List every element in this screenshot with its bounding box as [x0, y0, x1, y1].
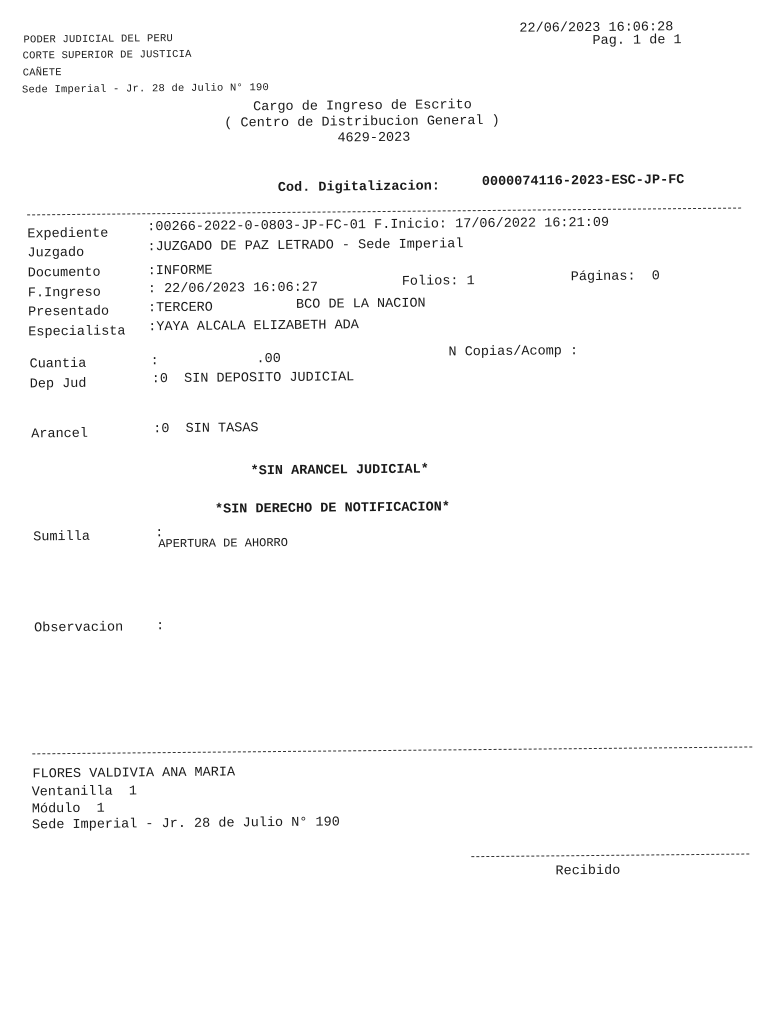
presentado-value: :TERCERO [147, 300, 213, 317]
doc-number: 4629-2023 [337, 130, 411, 147]
f-ingreso-label: F.Ingreso [27, 285, 101, 302]
doc-title: Cargo de Ingreso de Escrito [253, 98, 472, 116]
cuantia-sep: : [150, 354, 159, 370]
folios-value: Folios: 1 [401, 274, 475, 290]
org-line-3: CAÑETE [22, 67, 62, 80]
doc-subtitle: ( Centro de Distribucion General ) [224, 113, 500, 132]
documento-value: :INFORME [147, 263, 213, 280]
especialista-label: Especialista [28, 324, 126, 341]
observacion-sep: : [156, 619, 165, 635]
digitalizacion-label: Cod. Digitalizacion: [277, 179, 440, 197]
sumilla-label: Sumilla [33, 529, 91, 546]
signature-line [471, 854, 749, 858]
cuantia-label: Cuantia [29, 356, 87, 373]
copias-label: N Copias/Acomp : [448, 344, 579, 361]
sumilla-value: APERTURA DE AHORRO [158, 535, 288, 552]
arancel-value: :0 SIN TASAS [153, 421, 259, 438]
recibido-label: Recibido [555, 863, 621, 880]
sumilla-sep: : [155, 526, 164, 542]
f-ingreso-value: : 22/06/2023 16:06:27 [147, 280, 319, 298]
juzgado-value: :JUZGADO DE PAZ LETRADO - Sede Imperial [147, 237, 464, 256]
org-line-2: CORTE SUPERIOR DE JUSTICIA [22, 48, 192, 63]
divider-bottom [32, 746, 752, 754]
presentado-label: Presentado [28, 304, 110, 321]
modulo: Módulo 1 [31, 801, 105, 818]
sin-arancel-notice: *SIN ARANCEL JUDICIAL* [250, 462, 429, 480]
juzgado-label: Juzgado [27, 245, 85, 262]
presentado-entity: BCO DE LA NACION [295, 296, 426, 313]
org-line-1: PODER JUDICIAL DEL PERU [23, 33, 174, 47]
footer-sede: Sede Imperial - Jr. 28 de Julio N° 190 [31, 815, 340, 834]
arancel-label: Arancel [31, 426, 89, 443]
ventanilla: Ventanilla 1 [31, 784, 138, 801]
cuantia-value: .00 [256, 351, 281, 368]
org-line-4: Sede Imperial - Jr. 28 de Julio N° 190 [21, 82, 270, 97]
paginas-value: Páginas: 0 [570, 269, 660, 286]
especialista-value: :YAYA ALCALA ELIZABETH ADA [148, 318, 359, 336]
expediente-value: :00266-2022-0-0803-JP-FC-01 F.Inicio: 17/06/2022 16:21:09 [147, 215, 610, 236]
sin-derecho-notice: *SIN DERECHO DE NOTIFICACION* [214, 500, 450, 518]
print-datetime: 22/06/2023 16:06:28 [519, 20, 674, 37]
dep-jud-label: Dep Jud [29, 376, 87, 393]
dep-jud-value: :0 SIN DEPOSITO JUDICIAL [151, 370, 355, 388]
documento-label: Documento [27, 265, 101, 282]
divider-top [27, 208, 741, 216]
digitalizacion-value: 0000074116-2023-ESC-JP-FC [481, 173, 685, 191]
page-number: Pag. 1 de 1 [592, 33, 682, 49]
observacion-label: Observacion [34, 620, 124, 637]
receiver-name: FLORES VALDIVIA ANA MARIA [32, 765, 236, 783]
expediente-label: Expediente [27, 226, 109, 243]
